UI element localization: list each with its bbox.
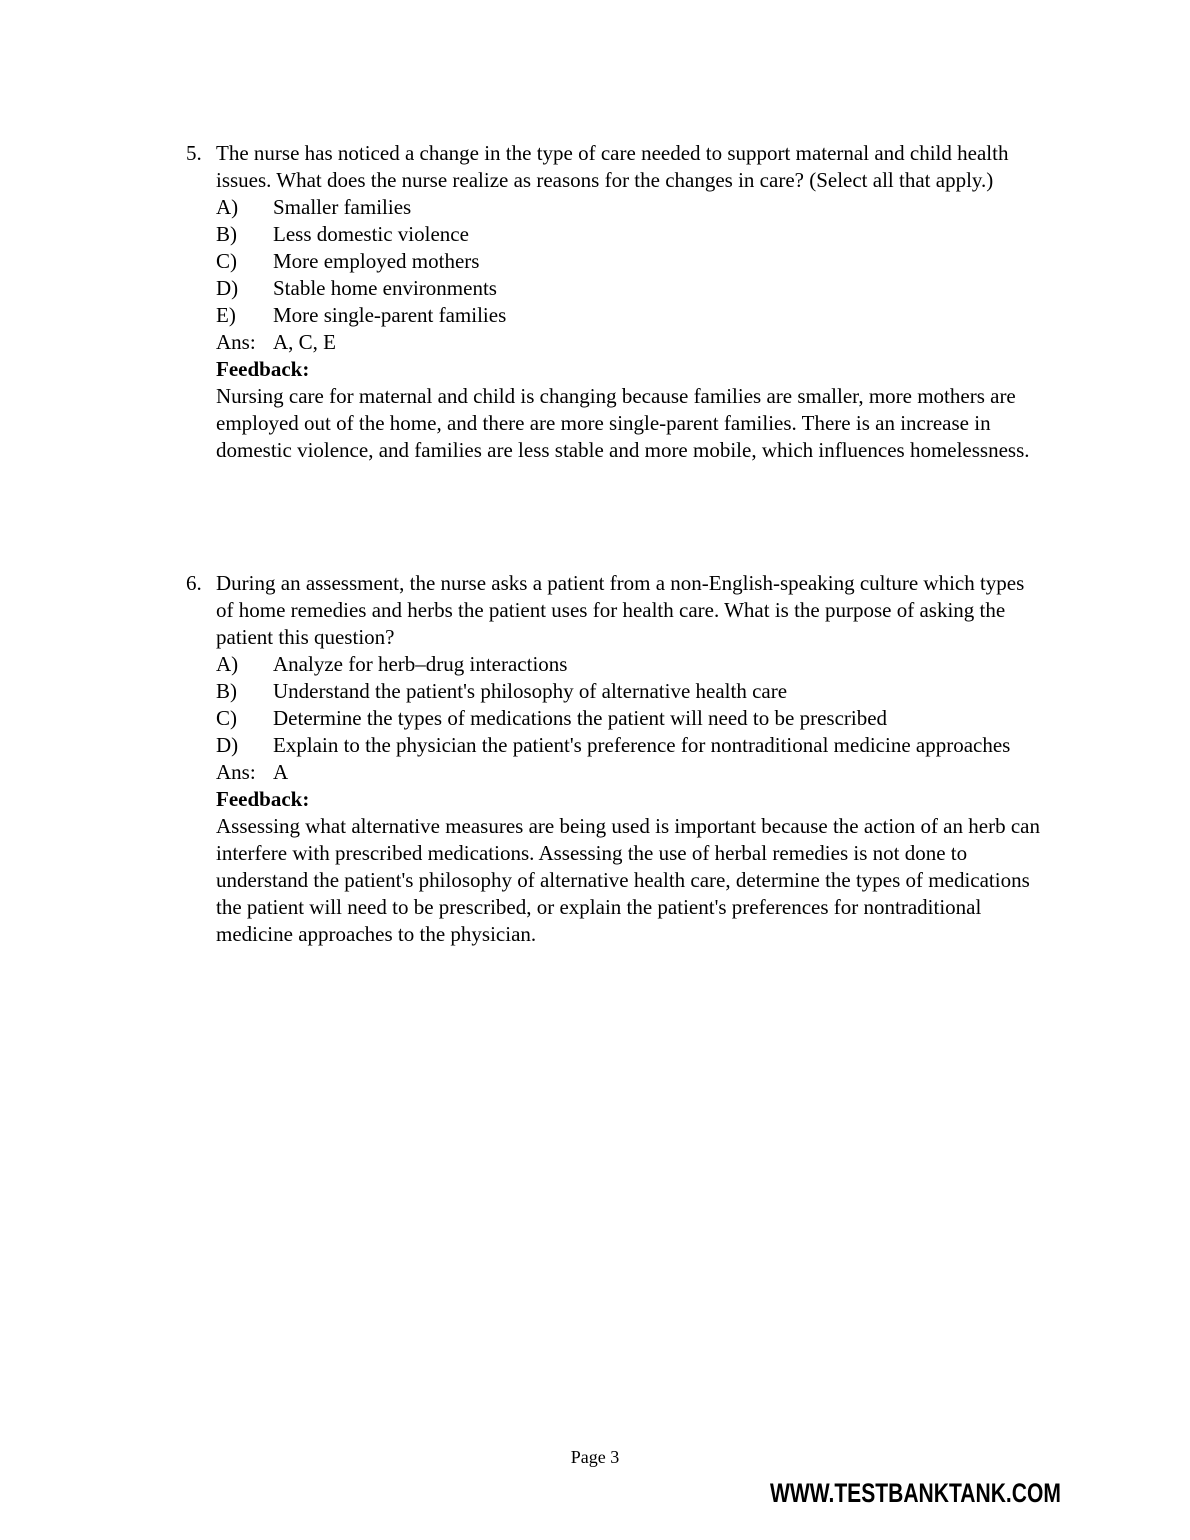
- option-text: Explain to the physician the patient's preference for nontraditional medicine approaches: [273, 733, 1011, 757]
- option-text: Understand the patient's philosophy of alternative health care: [273, 679, 788, 703]
- page-number: Page 3: [570, 1447, 620, 1467]
- question-header: [186, 570, 1046, 651]
- option-text: Determine the types of medications the patient will need to be prescribed: [273, 706, 888, 730]
- question-6: [186, 570, 1046, 948]
- options-list: [216, 651, 1046, 948]
- question-text: The nurse has noticed a change in the type of care needed to support maternal and child health issues. What does the nurse realize as reasons for the changes in care? (Select all that apply.): [216, 141, 1009, 192]
- option-letter: D): [216, 276, 239, 300]
- question-header: [186, 140, 1046, 194]
- option-letter: B): [216, 222, 237, 246]
- option-text: More single-parent families: [273, 303, 507, 327]
- options-list: [216, 194, 1046, 464]
- option-c: [216, 248, 1046, 275]
- option-d: [216, 732, 1046, 759]
- question-number: 5.: [186, 141, 202, 165]
- option-b: [216, 678, 1046, 705]
- option-text: Smaller families: [273, 195, 412, 219]
- answer-value: A, C, E: [273, 330, 336, 354]
- option-text: Less domestic violence: [273, 222, 469, 246]
- option-d: [216, 275, 1046, 302]
- option-letter: A): [216, 652, 239, 676]
- option-a: [216, 651, 1046, 678]
- option-text: Analyze for herb–drug interactions: [273, 652, 568, 676]
- answer-value: A: [273, 760, 289, 784]
- answer-label: Ans:: [216, 760, 256, 784]
- feedback-text: Nursing care for maternal and child is changing because families are smaller, more mothers are employed out of the home, and there are more single-parent families. There is an increase in domestic violence, and families are less stable and more mobile, which influences homelessness.: [216, 384, 1030, 462]
- option-text: Stable home environments: [273, 276, 497, 300]
- option-letter: D): [216, 733, 239, 757]
- question-5: [186, 140, 1046, 464]
- option-text: More employed mothers: [273, 249, 480, 273]
- feedback-text: Assessing what alternative measures are being used is important because the action of an herb can interfere with prescribed medications. Assessing the use of herbal remedies is not done to understand the patient's philosophy of alternative health care, determine the types of medications the patient will need to be prescribed, or explain the patient's preferences for nontraditional medicine approaches to the physician.: [216, 814, 1040, 946]
- feedback-label: Feedback:: [216, 357, 310, 381]
- answer-line: [216, 329, 1046, 356]
- option-letter: B): [216, 679, 237, 703]
- option-a: [216, 194, 1046, 221]
- option-e: [216, 302, 1046, 329]
- watermark-text: WWW.TESTBANKTANK.COM: [770, 1478, 1061, 1508]
- option-letter: E): [216, 303, 236, 327]
- question-number: 6.: [186, 571, 202, 595]
- answer-line: [216, 759, 1046, 786]
- option-c: [216, 705, 1046, 732]
- feedback-label: Feedback:: [216, 787, 310, 811]
- option-letter: C): [216, 249, 237, 273]
- answer-label: Ans:: [216, 330, 256, 354]
- question-text: During an assessment, the nurse asks a patient from a non-English-speaking culture which types of home remedies and herbs the patient uses for health care. What is the purpose of asking the patient this question?: [216, 571, 1025, 649]
- option-letter: C): [216, 706, 237, 730]
- option-b: [216, 221, 1046, 248]
- option-letter: A): [216, 195, 239, 219]
